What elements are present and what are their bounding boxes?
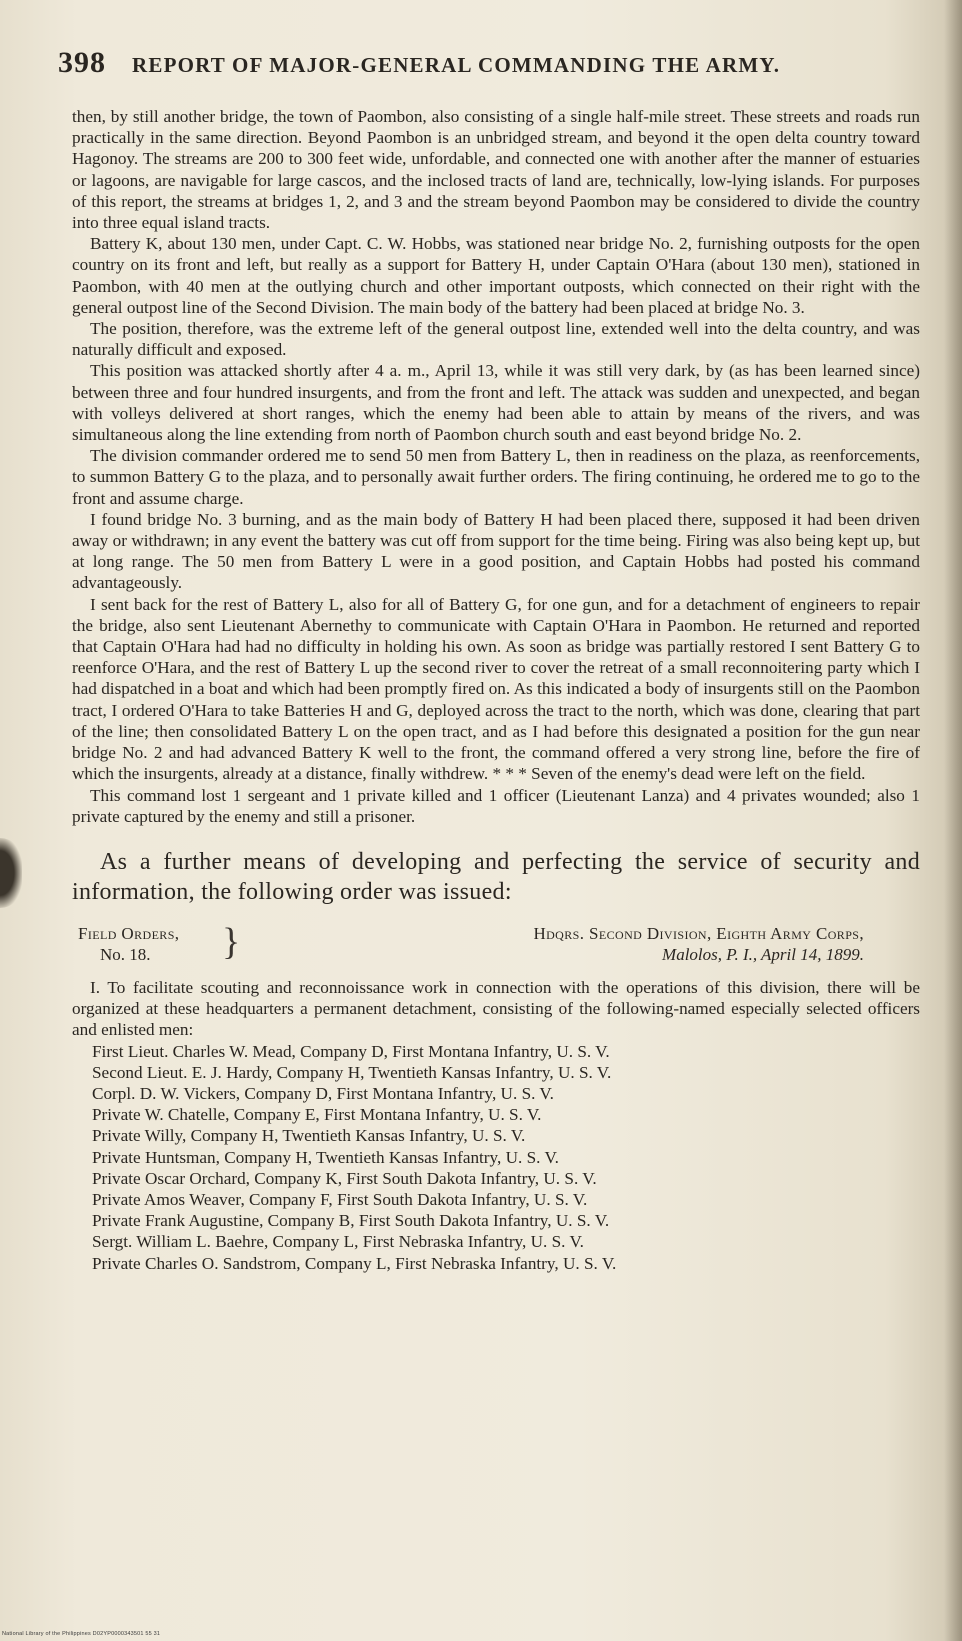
running-head-title: REPORT OF MAJOR-GENERAL COMMANDING THE ARMY. [132,53,781,77]
paragraph-1: then, by still another bridge, the town of Paombon, also consisting of a single half-mile street. These streets and roads run practically in the same direction. Beyond Paombon is an unbridged stream, and beyond it the open delta country toward Hagonoy. The streams are 200 to 300 feet wide, unfordable, and connected one with another after the manner of estuaries or lagoons, are navigable for large cascos, and the inclosed tracts of land are, technically, low-lying islands. For purposes of this report, the streams at bridges 1, 2, and 3 and the stream beyond Paombon may be considered to divide the country into three equal island tracts. [72,107,920,233]
roster-item: Private Willy, Company H, Twentieth Kansas Infantry, U. S. V. [92,1126,526,1146]
roster-item: Private Oscar Orchard, Company K, First South Dakota Infantry, U. S. V. [92,1168,597,1188]
roster-item: Private Huntsman, Company H, Twentieth Kansas Infantry, U. S. V. [92,1147,559,1167]
paragraph-5: The division commander ordered me to send 50 men from Battery L, then in readiness on the plaza, as reenforcements, to summon Battery G to the plaza, and to personally await further orders. The firing continuing, he ordered me to go to the front and assume charge. [72,446,920,508]
paragraph-8: This command lost 1 sergeant and 1 private killed and 1 officer (Lieutenant Lanza) and 4 privates wounded; also 1 private captured by the enemy and still a prisoner. [72,785,920,826]
running-head [58,46,918,80]
scan-blot [0,838,22,908]
roster-item: Private Frank Augustine, Company B, First South Dakota Infantry, U. S. V. [92,1211,610,1231]
brace-glyph: } [222,920,241,963]
headquarters-line: Hdqrs. Second Division, Eighth Army Corps, [533,923,864,943]
field-orders-title: Field Orders, [78,923,180,943]
paragraph-3: The position, therefore, was the extreme left of the general outpost line, extended well into the delta country, and was naturally difficult and exposed. [72,319,920,360]
paragraph-6: I found bridge No. 3 burning, and as the main body of Battery H had been placed there, supposed it had been driven away or withdrawn; in any event the battery was cut off from support for the time being. Firing was also being kept up, but at long range. The 50 men from Battery L were in a good position, and Captain Hobbs had posted his command advantageously. [72,509,920,593]
paragraph-7: I sent back for the rest of Battery L, also for all of Battery G, for one gun, and for a detachment of engineers to repair the bridge, also sent Lieutenant Abernethy to communicate with Captain O'Hara in Paombon. He returned and reported that Captain O'Hara had had no difficulty in holding his own. As soon as bridge was partially restored I sent Battery G to reenforce O'Hara, and the rest of Battery L up the second river to cover the retreat of a small reconnoitering party which I had dispatched in a boat and which had been promptly fired on. As this indicated a body of insurgents still on the Paombon tract, I ordered O'Hara to take Batteries H and G, deployed across the tract to the north, which was done, clearing that part of the line; then consolidated Battery L on the open tract, and as I had before this designated a position for the gun near bridge No. 2 and had advanced Battery K well to the front, the command offered a very strong line, before the fire of which the insurgents, already at a distance, finally withdrew. * * * Seven of the enemy's dead were left on the field. [72,594,920,784]
roster-item: Private Charles O. Sandstrom, Company L, First Nebraska Infantry, U. S. V. [92,1253,617,1273]
field-orders-origin [533,923,920,965]
roster-item: Corpl. D. W. Vickers, Company D, First Montana Infantry, U. S. V. [92,1083,554,1103]
roster-item: Private W. Chatelle, Company E, First Montana Infantry, U. S. V. [92,1105,542,1125]
roster-item: Second Lieut. E. J. Hardy, Company H, Twentieth Kansas Infantry, U. S. V. [92,1062,612,1082]
roster-item: Private Amos Weaver, Company F, First South Dakota Infantry, U. S. V. [92,1189,588,1209]
scan-footer-credit: National Library of the Philippines D02YP0000343501 55 31 [2,1631,161,1637]
place-date-line: Malolos, P. I., April 14, 1899. [662,944,864,964]
order-paragraph: I. To facilitate scouting and reconnoissance work in connection with the operations of this division, there will be organized at these headquarters a permanent detachment, consisting of the following-named especially selected officers and enlisted men: [72,977,920,1040]
field-orders-heading [72,920,920,965]
detachment-roster [72,1041,920,1274]
lead-paragraph: As a further means of developing and perfecting the service of security and information, the following order was issued: [72,848,920,905]
roster-item: Sergt. William L. Baehre, Company L, First Nebraska Infantry, U. S. V. [92,1232,584,1252]
paragraph-2: Battery K, about 130 men, under Capt. C. W. Hobbs, was stationed near bridge No. 2, furnishing outposts for the open country on its front and left, but really as a support for Battery H, under Captain O'Hara (about 130 men), stationed in Paombon, with 40 men at the outlying church and other important outposts, which connected on their right with the general outpost line of the Second Division. The main body of the battery had been placed at bridge No. 3. [72,234,920,317]
field-orders-number: No. 18. [100,944,151,964]
page-edge-shadow [944,0,962,1641]
page-number: 398 [58,46,106,79]
roster-item: First Lieut. Charles W. Mead, Company D, First Montana Infantry, U. S. V. [92,1041,610,1061]
paragraph-4: This position was attacked shortly after 4 a. m., April 13, while it was still very dark, by (as has been learned since) between three and four hundred insurgents, and from the front and left. The attack was sudden and unexpected, and began with volleys delivered at short ranges, which the enemy had been able to attain by means of the rivers, and was simultaneous along the line extending from north of Paombon church south and east beyond bridge No. 2. [72,361,920,445]
page-body [72,106,920,1274]
field-orders-label [72,920,278,965]
